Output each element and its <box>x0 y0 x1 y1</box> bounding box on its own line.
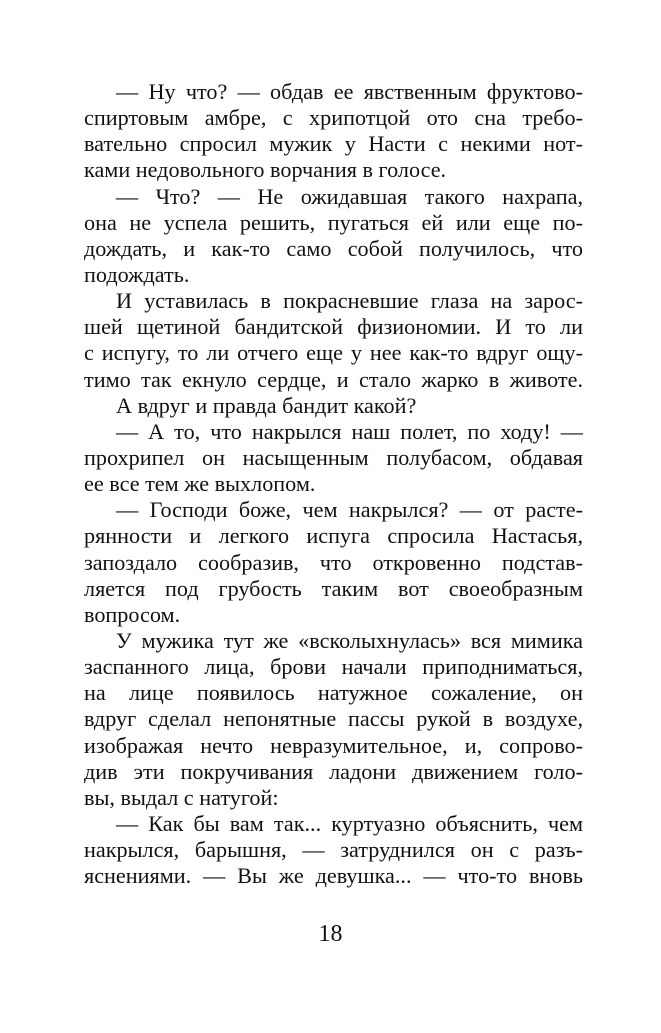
page-number: 18 <box>318 921 343 947</box>
text-line: вдруг сделал непонятные пассы рукой в воздухе, <box>84 706 583 732</box>
text-line: шей щетиной бандитской физиономии. И то ли <box>84 314 583 340</box>
text-line: накрылся, барышня, — затруднился он с разъ- <box>84 837 583 863</box>
text-line: заспанного лица, брови начали приподниматься, <box>84 654 583 680</box>
text-line: вательно спросил мужик у Насти с некими нот- <box>84 131 583 157</box>
text-line: — Как бы вам так... куртуазно объяснить, чем <box>116 810 583 836</box>
text-line: ее все тем же выхлопом. <box>84 471 316 497</box>
text-line: рянности и легкого испуга спросила Настасья, <box>84 523 583 549</box>
text-line: — А то, что накрылся наш полет, по ходу! — <box>116 418 583 444</box>
text-line: — Господи боже, чем накрылся? — от расте- <box>116 497 583 523</box>
text-line: ками недовольного ворчания в голосе. <box>84 157 447 183</box>
text-line: И уставилась в покрасневшие глаза на зарос- <box>116 288 583 314</box>
text-line: тимо так екнуло сердце, и стало жарко в животе. <box>84 366 583 392</box>
text-line: яснениями. — Вы же девушка... — что-то вновь <box>84 863 583 889</box>
text-line: А вдруг и правда бандит какой? <box>116 392 417 418</box>
text-line: подождать. <box>84 261 190 287</box>
text-line: прохрипел он насыщенным полубасом, обдавая <box>84 444 583 470</box>
text-line: — Ну что? — обдав ее явственным фруктово- <box>116 79 583 104</box>
text-line: У мужика тут же «всколыхнулась» вся мимика <box>116 627 583 653</box>
text-line: она не успела решить, пугаться ей или еще по- <box>84 209 583 235</box>
text-line: запоздало сообразив, что откровенно подстав- <box>84 549 583 575</box>
text-line: на лице появилось натужное сожаление, он <box>84 680 583 706</box>
text-line: ляется под грубость таким вот своеобразным <box>84 575 583 601</box>
text-line: изображая нечто невразумительное, и, сопрово- <box>84 732 583 758</box>
text-line: дождать, и как-то само собой получилось, что <box>84 235 583 261</box>
text-line: див эти покручивания ладони движением голо- <box>84 758 583 784</box>
text-line: спиртовым амбре, с хрипотцой ото сна требо- <box>84 105 583 131</box>
text-line: с испугу, то ли отчего еще у нее как-то вдруг ощу- <box>84 340 583 366</box>
text-line: вопросом. <box>84 601 181 627</box>
text-line: — Что? — Не ожидавшая такого нахрапа, <box>116 183 583 209</box>
body-text <box>84 79 583 889</box>
text-line: вы, выдал с натугой: <box>84 784 279 810</box>
